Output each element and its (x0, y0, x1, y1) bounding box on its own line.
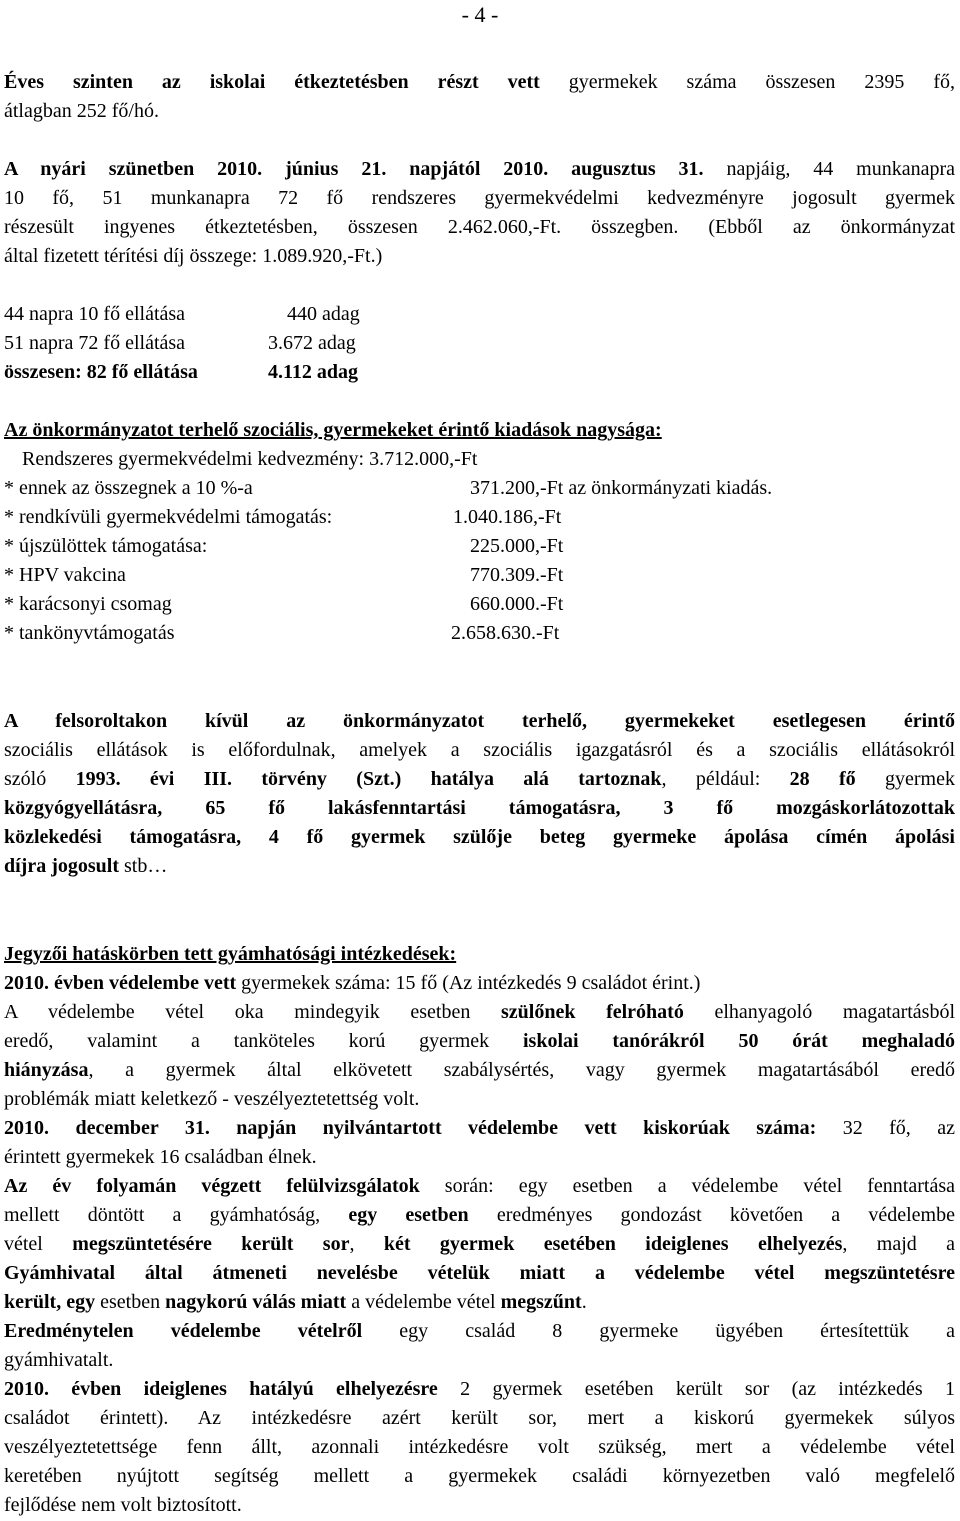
line: Eredménytelen védelembe vételről egy család 8 gyermeke ügyében értesítettük a (4, 1320, 955, 1342)
line: problémák miatt keletkező - veszélyeztetettség volt. (4, 1088, 420, 1110)
line: eredő, valamint a tanköteles korú gyermek iskolai tanórákról 50 órát meghaladó (4, 1030, 955, 1052)
expenses-heading: Az önkormányzatot terhelő szociális, gyermekeket érintő kiadások nagysága: (4, 419, 662, 441)
expense-value: 225.000,-Ft (470, 535, 564, 557)
line: gyámhivatalt. (4, 1349, 114, 1371)
paragraph-school-meals (4, 68, 955, 126)
line: keretében nyújtott segítség mellett a gyermekek családi környezetben való megfelelő (4, 1465, 955, 1487)
line: díjra jogosult stb… (4, 855, 168, 877)
portion-value: 440 adag (287, 303, 360, 325)
line: Gyámhivatal által átmeneti nevelésbe vételük miatt a védelembe vétel megszüntetésre (4, 1262, 955, 1284)
portion-total-value: 4.112 adag (268, 361, 359, 383)
line: átlagban 252 fő/hó. (4, 100, 159, 122)
expense-value: 770.309.-Ft (470, 564, 564, 586)
line: mellett döntött a gyámhatóság, egy esetben eredményes gondozást követően a védelembe (4, 1204, 955, 1226)
line: Az év folyamán végzett felülvizsgálatok során: egy esetben a védelembe vétel fenntartása (4, 1175, 955, 1197)
expense-item: * rendkívüli gyermekvédelmi támogatás: (4, 506, 333, 528)
expense-value: 2.658.630.-Ft (451, 622, 560, 644)
line: közlekedési támogatásra, 4 fő gyermek szülője beteg gyermeke ápolása címén ápolási (4, 826, 955, 848)
expense-value: 371.200,-Ft az önkormányzati kiadás. (470, 477, 773, 499)
line: 2010. évben ideiglenes hatályú elhelyezésre 2 gyermek esetében került sor (az intézkedés 1 (4, 1378, 956, 1400)
line: szociális ellátások is előfordulnak, amelyek a szociális igazgatásról és a szociális ellátásokról (4, 739, 955, 761)
line: 2010. december 31. napján nyilvántartott védelembe vett kiskorúak száma: 32 fő, az (4, 1117, 955, 1139)
line: 10 fő, 51 munkanapra 72 fő rendszeres gyermekvédelmi kedvezményre jogosult gyermek (4, 187, 955, 209)
expense-value: 1.040.186,-Ft (453, 506, 562, 528)
portion-value: 3.672 adag (268, 332, 356, 354)
line: A felsoroltakon kívül az önkormányzatot terhelő, gyermekeket esetlegesen érintő (4, 710, 955, 732)
line: Éves szinten az iskolai étkeztetésben részt vett gyermekek száma összesen 2395 fő, (4, 71, 955, 93)
expense-item: * HPV vakcina (4, 564, 126, 586)
expenses-main: Rendszeres gyermekvédelmi kedvezmény: 3.712.000,-Ft (22, 448, 478, 470)
guardianship-section (4, 969, 955, 1520)
line: fejlődése nem volt biztosított. (4, 1494, 242, 1516)
expense-item: * karácsonyi csomag (4, 593, 172, 615)
line: került, egy esetben nagykorú válás miatt a védelembe vétel megszűnt. (4, 1291, 587, 1313)
line: részesült ingyenes étkeztetésben, összesen 2.462.060,-Ft. összegben. (Ebből az önkormányzat (4, 216, 955, 238)
line: hiányzása, a gyermek által elkövetett szabálysértés, vagy gyermek magatartásából eredő (4, 1059, 955, 1081)
paragraph-other-benefits (4, 707, 955, 881)
line: szóló 1993. évi III. törvény (Szt.) hatálya alá tartoznak, például: 28 fő gyermek (4, 768, 955, 790)
expense-item: * ennek az összegnek a 10 %-a (4, 477, 253, 499)
portion-row: 51 napra 72 fő ellátása (4, 332, 186, 354)
page-number: - 4 - (461, 2, 499, 27)
expense-item: * tankönyvtámogatás (4, 622, 175, 644)
expense-item: * újszülöttek támogatása: (4, 535, 208, 557)
line: 2010. évben védelembe vett gyermekek száma: 15 fő (Az intézkedés 9 családot érint.) (4, 972, 701, 994)
guardianship-heading: Jegyzői hatáskörben tett gyámhatósági intézkedések: (4, 943, 457, 965)
line: családot érintett). Az intézkedésre azért került sor, mert a kiskorú gyermekek súlyos (4, 1407, 955, 1429)
line: érintett gyermekek 16 családban élnek. (4, 1146, 317, 1168)
line: közgyógyellátásra, 65 fő lakásfenntartási támogatásra, 3 fő mozgáskorlátozottak (4, 797, 955, 819)
portion-row: 44 napra 10 fő ellátása (4, 303, 186, 325)
line: által fizetett térítési díj összege: 1.089.920,-Ft.) (4, 245, 383, 267)
portion-total-row: összesen: 82 fő ellátása (4, 361, 198, 383)
paragraph-summer-meals (4, 155, 955, 271)
line: A védelembe vétel oka mindegyik esetben szülőnek felróható elhanyagoló magatartásból (4, 1001, 955, 1023)
line: A nyári szünetben 2010. június 21. napjától 2010. augusztus 31. napjáig, 44 munkanapra (4, 158, 955, 180)
expense-value: 660.000.-Ft (470, 593, 564, 615)
line: vétel megszüntetésére került sor, két gyermek esetében ideiglenes elhelyezés, majd a (4, 1233, 956, 1255)
line: veszélyeztetettsége fenn állt, azonnali intézkedésre volt szükség, mert a védelembe vétel (4, 1436, 955, 1458)
